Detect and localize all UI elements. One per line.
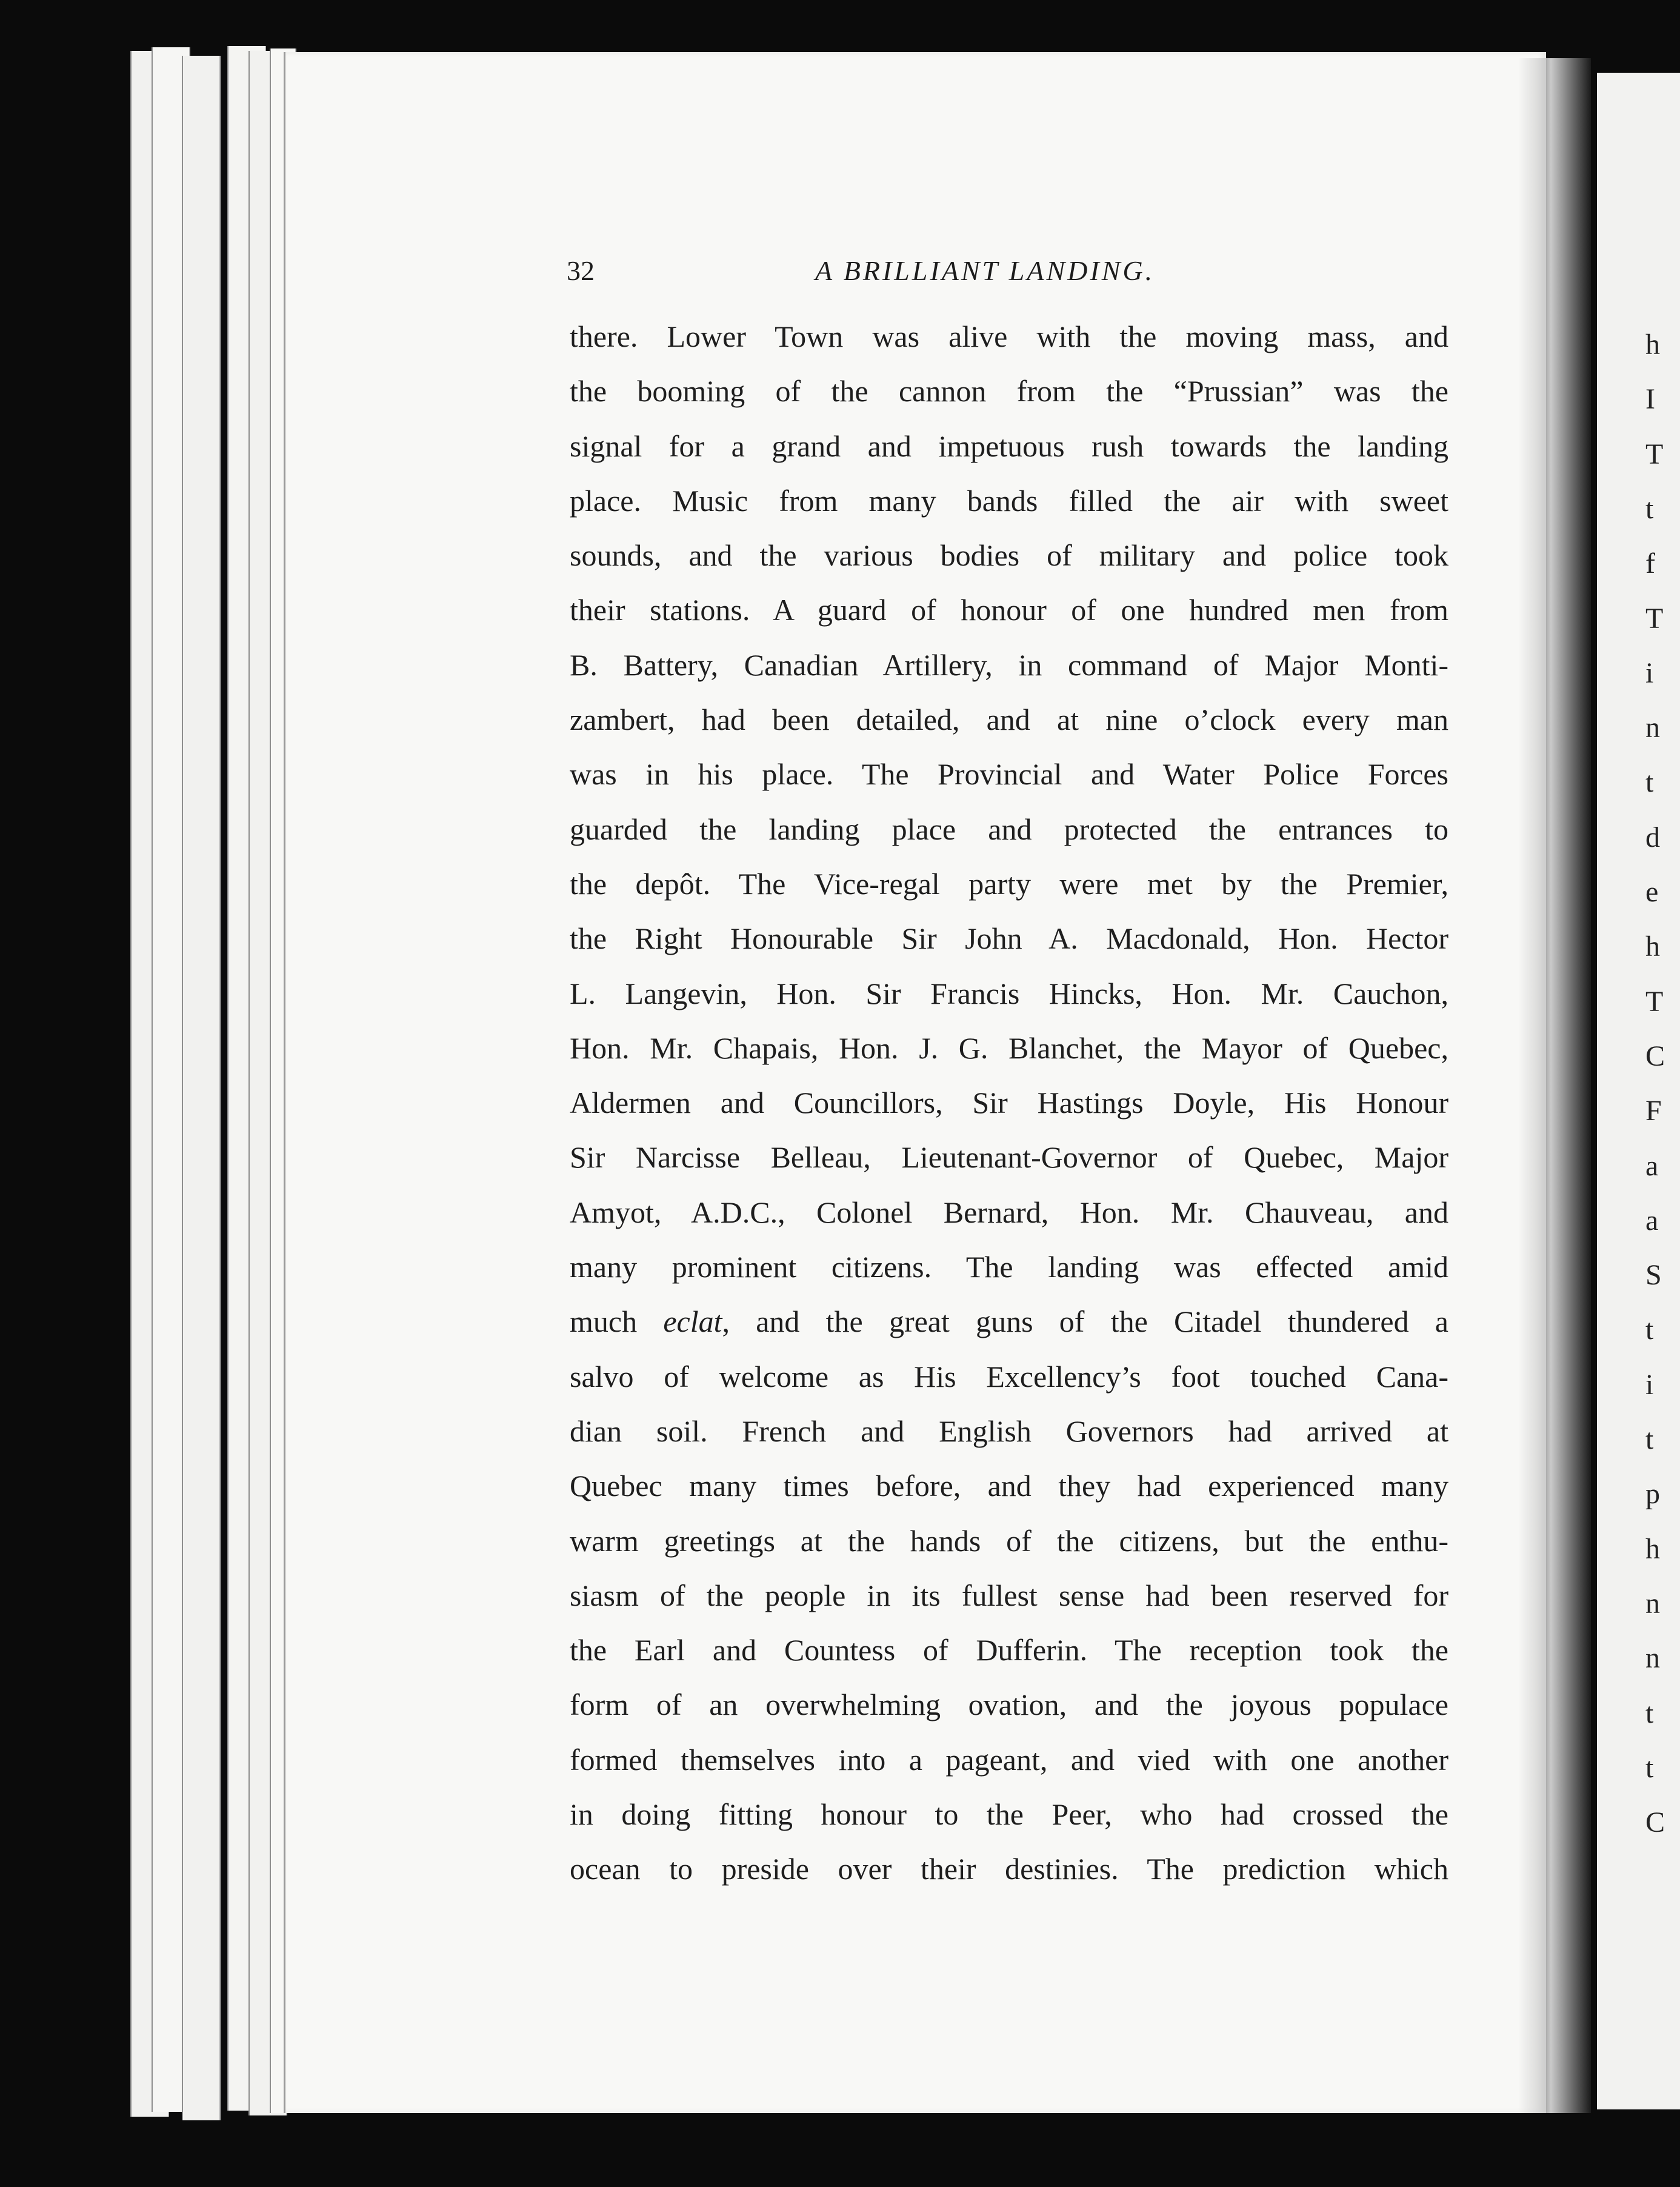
next-page-letter: p bbox=[1645, 1478, 1660, 1511]
next-page-letter: T bbox=[1645, 438, 1664, 470]
next-page-letter: h bbox=[1645, 930, 1660, 963]
text-line: the Earl and Countess of Dufferin. The reception took the bbox=[570, 1633, 1448, 1668]
text-line: guarded the landing place and protected the entrances to bbox=[570, 812, 1448, 846]
next-page-letter: T bbox=[1645, 602, 1664, 635]
page-number: 32 bbox=[567, 255, 595, 286]
next-page-letter: F bbox=[1645, 1095, 1662, 1127]
text-line: signal for a grand and impetuous rush towards the landing bbox=[570, 429, 1448, 463]
text-line: form of an overwhelming ovation, and the joyous populace bbox=[570, 1688, 1448, 1722]
text-line: Aldermen and Councillors, Sir Hastings Doyle, His Honour bbox=[570, 1086, 1448, 1120]
text-line: in doing fitting honour to the Peer, who had crossed the bbox=[570, 1797, 1448, 1832]
text-line: Amyot, A.D.C., Colonel Bernard, Hon. Mr. Chauveau, and bbox=[570, 1195, 1448, 1229]
next-page-letter: T bbox=[1645, 985, 1664, 1018]
next-page-letter: t bbox=[1645, 1697, 1654, 1729]
text-line: ocean to preside over their destinies. The prediction which bbox=[570, 1852, 1448, 1886]
next-page-letter: t bbox=[1645, 766, 1654, 799]
next-page-letter: C bbox=[1645, 1040, 1665, 1072]
next-page-letter: e bbox=[1645, 876, 1659, 908]
italic-word: eclat bbox=[663, 1304, 722, 1339]
next-page-letter: t bbox=[1645, 492, 1654, 525]
text-line: warm greetings at the hands of the citizens, but the enthu- bbox=[570, 1523, 1448, 1558]
text-line: the depôt. The Vice-regal party were met by the Premier, bbox=[570, 866, 1448, 901]
text-line: formed themselves into a pageant, and vied with one another bbox=[570, 1742, 1448, 1777]
text-line: many prominent citizens. The landing was effected amid bbox=[570, 1250, 1448, 1284]
text-line: L. Langevin, Hon. Sir Francis Hincks, Hon. Mr. Cauchon, bbox=[570, 976, 1448, 1010]
next-page-letter: h bbox=[1645, 1532, 1660, 1565]
next-page-letter: t bbox=[1645, 1751, 1654, 1784]
text-line: was in his place. The Provincial and Water Police Forces bbox=[570, 757, 1448, 792]
text-line: dian soil. French and English Governors had arrived at bbox=[570, 1414, 1448, 1448]
next-page-letter: f bbox=[1645, 547, 1655, 580]
text-line: siasm of the people in its fullest sense had been reserved for bbox=[570, 1578, 1448, 1612]
text-line: there. Lower Town was alive with the moving mass, and bbox=[570, 319, 1448, 353]
body-text bbox=[570, 309, 1448, 1897]
text-line: Quebec many times before, and they had experienced many bbox=[570, 1469, 1448, 1503]
next-page-letter: i bbox=[1645, 656, 1654, 689]
text-line: sounds, and the various bodies of military and police took bbox=[570, 538, 1448, 573]
next-page-letter: S bbox=[1645, 1259, 1662, 1292]
text-line: B. Battery, Canadian Artillery, in command of Major Monti- bbox=[570, 647, 1448, 682]
page-header bbox=[567, 249, 1453, 297]
next-page-letter: n bbox=[1645, 1587, 1660, 1620]
next-page-letter: t bbox=[1645, 1314, 1654, 1346]
next-page-letter: d bbox=[1645, 821, 1660, 853]
text-line: the booming of the cannon from the “Prussian” was the bbox=[570, 374, 1448, 409]
text-run: much bbox=[570, 1304, 664, 1339]
text-run: , and the great guns of the Citadel thundered a bbox=[722, 1304, 1448, 1339]
running-title: A BRILLIANT LANDING. bbox=[815, 255, 1155, 286]
page-edge bbox=[182, 56, 221, 2120]
text-line: Hon. Mr. Chapais, Hon. J. G. Blanchet, the Mayor of Quebec, bbox=[570, 1030, 1448, 1065]
text-line: place. Music from many bands filled the air with sweet bbox=[570, 483, 1448, 518]
next-page-letter: n bbox=[1645, 1642, 1660, 1675]
text-line: Sir Narcisse Belleau, Lieutenant-Governor of Quebec, Major bbox=[570, 1140, 1448, 1175]
text-line: the Right Honourable Sir John A. Macdonald, Hon. Hector bbox=[570, 921, 1448, 956]
text-line: their stations. A guard of honour of one hundred men from bbox=[570, 593, 1448, 627]
next-page-letter: h bbox=[1645, 329, 1660, 361]
next-page-letter: i bbox=[1645, 1368, 1654, 1401]
text-line: salvo of welcome as His Excellency’s foot touched Cana- bbox=[570, 1359, 1448, 1394]
page-gutter-shadow bbox=[1518, 58, 1591, 2113]
next-page-letter: t bbox=[1645, 1423, 1654, 1455]
next-page-letter: n bbox=[1645, 712, 1660, 744]
text-line: zambert, had been detailed, and at nine o’clock every man bbox=[570, 703, 1448, 737]
next-page-letter: I bbox=[1645, 383, 1655, 416]
next-page-letter: a bbox=[1645, 1204, 1659, 1237]
text-line bbox=[570, 1294, 1448, 1349]
next-page-letter: C bbox=[1645, 1806, 1665, 1839]
next-page-letter: a bbox=[1645, 1149, 1659, 1182]
next-page-sliver bbox=[1597, 73, 1680, 2109]
